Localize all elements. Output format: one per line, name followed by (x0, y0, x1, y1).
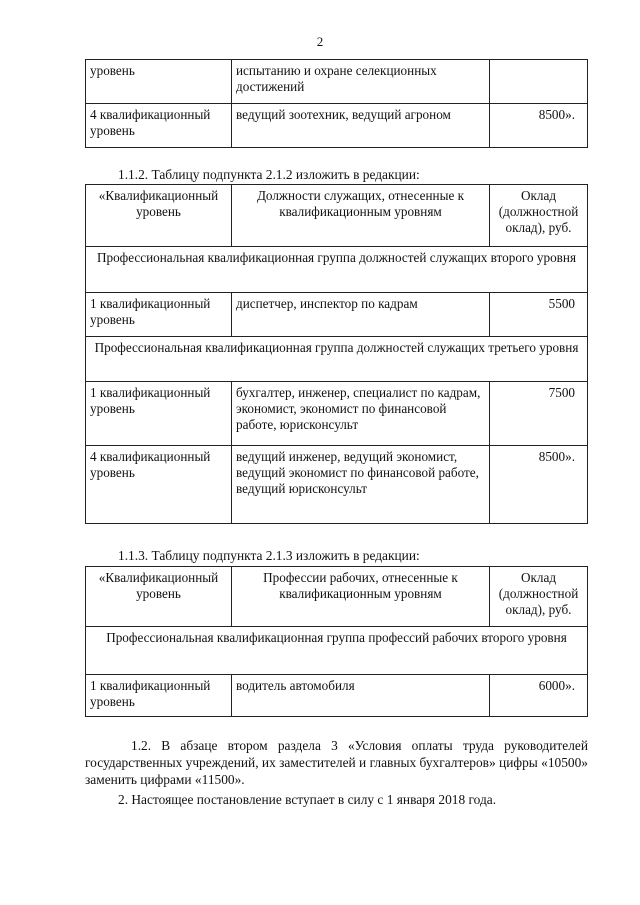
continuation-table (85, 59, 588, 148)
section-heading-2-1-2: 1.1.2. Таблицу подпункта 2.1.2 изложить в редакции: (118, 167, 420, 182)
cell-positions: испытанию и охране селекционных достижений (232, 60, 490, 104)
group-title: Профессиональная квалификационная группа должностей служащих второго уровня (86, 247, 588, 293)
cell-positions: бухгалтер, инженер, специалист по кадрам, экономист, экономист по финансовой работе, юрисконсульт (232, 382, 490, 446)
cell-positions: диспетчер, инспектор по кадрам (232, 293, 490, 337)
table-2-1-2 (85, 184, 588, 524)
cell-qualification-level: 1 квалификационный уровень (86, 293, 232, 337)
cell-qualification-level: 1 квалификационный уровень (86, 382, 232, 446)
cell-qualification-level: уровень (86, 60, 232, 104)
cell-qualification-level: 4 квалификационный уровень (86, 446, 232, 524)
header-salary: Оклад (должностной оклад), руб. (490, 185, 588, 247)
group-title: Профессиональная квалификационная группа профессий рабочих второго уровня (86, 627, 588, 675)
header-salary: Оклад (должностной оклад), руб. (490, 567, 588, 627)
table-row (86, 293, 588, 337)
cell-salary: 6000». (490, 675, 588, 717)
cell-salary: 8500». (490, 446, 588, 524)
header-professions: Профессии рабочих, отнесенные к квалификационным уровням (232, 567, 490, 627)
cell-qualification-level: 1 квалификационный уровень (86, 675, 232, 717)
page-number: 2 (316, 34, 324, 49)
cell-positions: ведущий зоотехник, ведущий агроном (232, 104, 490, 148)
section-heading-2-1-3: 1.1.3. Таблицу подпункта 2.1.3 изложить в редакции: (118, 548, 420, 563)
table-2-1-3 (85, 566, 588, 717)
group-row (86, 627, 588, 675)
group-row (86, 337, 588, 382)
paragraph-2: 2. Настоящее постановление вступает в силу с 1 января 2018 года. (118, 792, 497, 807)
table-row (86, 104, 588, 148)
cell-professions: водитель автомобиля (232, 675, 490, 717)
group-title: Профессиональная квалификационная группа должностей служащих третьего уровня (86, 337, 588, 382)
header-positions: Должности служащих, отнесенные к квалификационным уровням (232, 185, 490, 247)
cell-salary: 5500 (490, 293, 588, 337)
cell-qualification-level: 4 квалификационный уровень (86, 104, 232, 148)
cell-positions: ведущий инженер, ведущий экономист, ведущий экономист по финансовой работе, ведущий юрисконсульт (232, 446, 490, 524)
paragraph-1-2: 1.2. В абзаце втором раздела 3 «Условия оплаты труда руководителей государственных учреждений, их заместителей и главных бухгалтеров» цифры «10500» заменить цифрами «11500». (85, 738, 588, 787)
header-qualification-level: «Квалификационный уровень (86, 185, 232, 247)
cell-salary (490, 60, 588, 104)
table-row (86, 675, 588, 717)
header-qualification-level: «Квалификационный уровень (86, 567, 232, 627)
table-row (86, 446, 588, 524)
table-header-row (86, 567, 588, 627)
cell-salary: 8500». (490, 104, 588, 148)
cell-salary: 7500 (490, 382, 588, 446)
table-row (86, 60, 588, 104)
group-row (86, 247, 588, 293)
table-row (86, 382, 588, 446)
table-header-row (86, 185, 588, 247)
